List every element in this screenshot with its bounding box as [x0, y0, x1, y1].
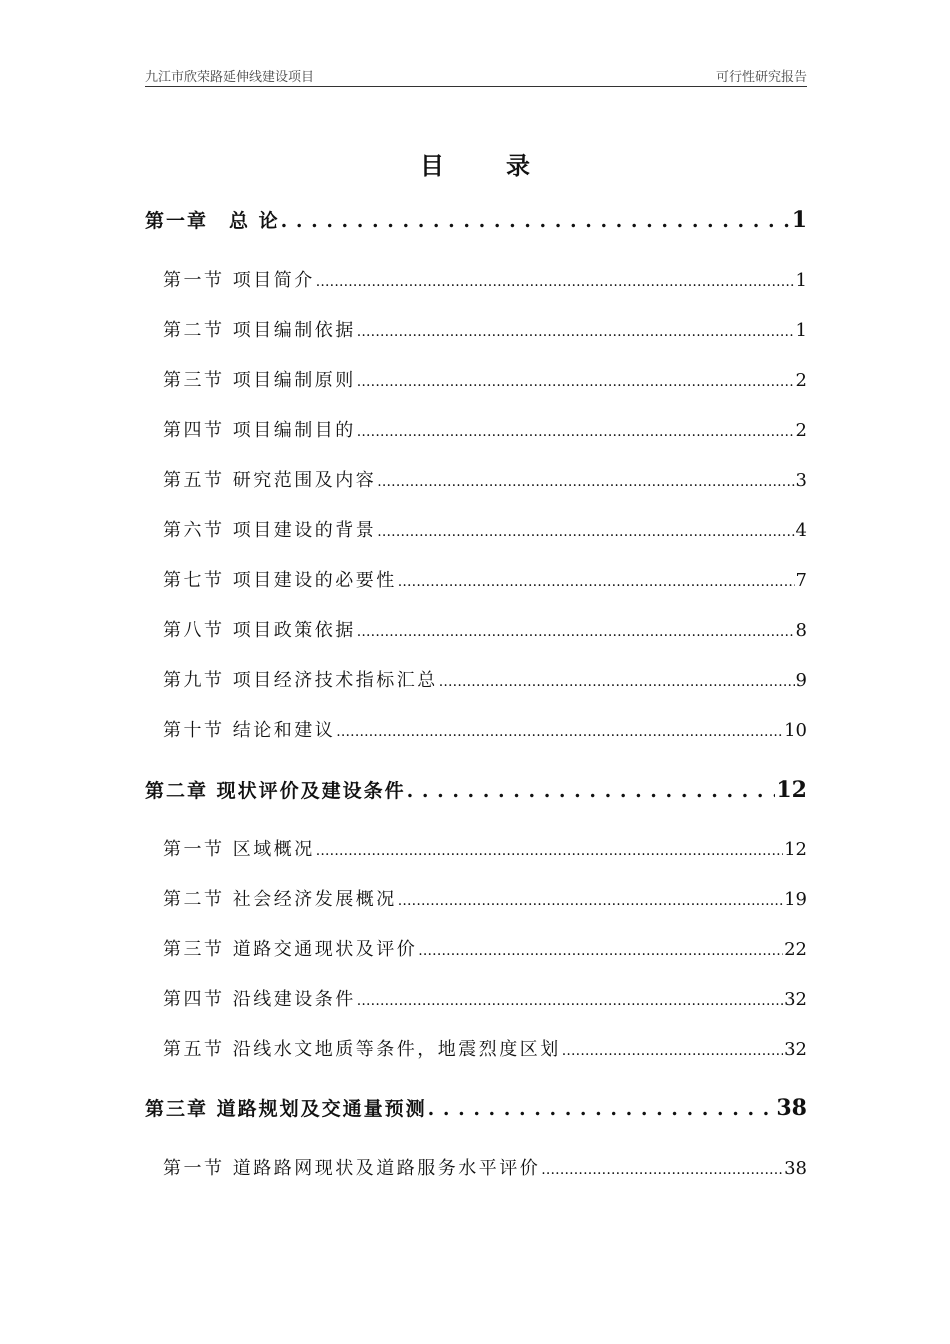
toc-entry-label: 第十节 结论和建议	[163, 720, 336, 741]
toc-entry-section[interactable]	[163, 366, 807, 392]
dot-leader	[377, 470, 794, 491]
dot-leader	[357, 370, 795, 391]
toc-entry-chapter[interactable]	[145, 206, 807, 233]
running-header	[145, 64, 807, 87]
toc-entry-page: 4	[795, 520, 807, 541]
dot-leader	[357, 620, 795, 641]
dot-leader	[316, 270, 795, 291]
toc-title: 目录	[420, 151, 592, 180]
toc-entry-page: 32	[784, 1039, 807, 1060]
toc-entry-section[interactable]	[163, 835, 807, 861]
toc-entry-label: 第三节 项目编制原则	[163, 370, 356, 391]
toc-entry-page: 19	[784, 889, 807, 910]
header-project-name: 九江市欣荣路延伸线建设项目	[145, 70, 315, 85]
toc-entry-page: 12	[776, 777, 807, 803]
toc-entry-section[interactable]	[163, 666, 807, 692]
dot-leader	[316, 839, 783, 860]
dot-leader	[398, 570, 795, 591]
toc-entry-section[interactable]	[163, 616, 807, 642]
toc-entry-section[interactable]	[163, 266, 807, 292]
toc-entry-page: 12	[784, 839, 807, 860]
toc-entry-label: 第一节 道路路网现状及道路服务水平评价	[163, 1158, 541, 1179]
toc-entry-page: 22	[784, 939, 807, 960]
toc-entry-section[interactable]	[163, 885, 807, 911]
dot-leader	[281, 210, 791, 232]
toc-entry-section[interactable]	[163, 1035, 807, 1061]
dot-leader	[418, 939, 783, 960]
toc-entry-page: 9	[795, 670, 807, 691]
dot-leader	[357, 420, 795, 441]
toc-entry-section[interactable]	[163, 416, 807, 442]
toc-entry-page: 38	[776, 1095, 807, 1121]
toc-entry-page: 10	[784, 720, 807, 741]
toc-entry-label: 第四节 沿线建设条件	[163, 989, 356, 1010]
toc-entry-page: 1	[795, 320, 807, 341]
toc-entry-label: 第四节 项目编制目的	[163, 420, 356, 441]
toc-entry-page: 8	[795, 620, 807, 641]
toc-entry-page: 1	[795, 270, 807, 291]
dot-leader	[336, 720, 783, 741]
toc-entry-label: 第七节 项目建设的必要性	[163, 570, 397, 591]
toc-entry-chapter[interactable]	[145, 1094, 807, 1121]
toc-entry-label: 第五节 研究范围及内容	[163, 470, 377, 491]
dot-leader	[428, 1098, 776, 1120]
toc-entry-label: 第二节 项目编制依据	[163, 320, 356, 341]
toc-entry-chapter[interactable]	[145, 776, 807, 803]
dot-leader	[398, 889, 783, 910]
toc-entry-label: 第六节 项目建设的背景	[163, 520, 377, 541]
toc-entry-page: 2	[795, 420, 807, 441]
dot-leader	[357, 320, 795, 341]
toc-entry-section[interactable]	[163, 316, 807, 342]
toc-entry-section[interactable]	[163, 1154, 807, 1180]
toc-entry-section[interactable]	[163, 466, 807, 492]
toc-entry-label: 第一节 区域概况	[163, 839, 315, 860]
toc-entry-page: 3	[795, 470, 807, 491]
toc-entry-section[interactable]	[163, 935, 807, 961]
toc-entry-label: 第二节 社会经济发展概况	[163, 889, 397, 910]
toc-entry-page: 32	[784, 989, 807, 1010]
dot-leader	[357, 989, 783, 1010]
toc-entry-label: 第九节 项目经济技术指标汇总	[163, 670, 438, 691]
toc-entry-section[interactable]	[163, 985, 807, 1011]
header-document-type: 可行性研究报告	[715, 70, 807, 85]
dot-leader	[377, 520, 794, 541]
toc-entry-page: 2	[795, 370, 807, 391]
toc-entry-label: 第一节 项目简介	[163, 270, 315, 291]
toc-entry-section[interactable]	[163, 566, 807, 592]
toc-entry-label: 第八节 项目政策依据	[163, 620, 356, 641]
toc-entry-label: 第三章 道路规划及交通量预测	[145, 1098, 427, 1120]
toc-entry-section[interactable]	[163, 716, 807, 742]
toc-entry-label: 第一章 总 论	[145, 210, 280, 232]
dot-leader	[439, 670, 795, 691]
toc-entry-label: 第五节 沿线水文地质等条件，地震烈度区划	[163, 1039, 561, 1060]
toc-entry-label: 第三节 道路交通现状及评价	[163, 939, 418, 960]
toc-entry-section[interactable]	[163, 516, 807, 542]
dot-leader	[562, 1039, 783, 1060]
toc-entry-label: 第二章 现状评价及建设条件	[145, 780, 406, 802]
dot-leader	[541, 1158, 783, 1179]
dot-leader	[407, 780, 776, 802]
toc-entry-page: 38	[784, 1158, 807, 1179]
toc-entry-page: 7	[795, 570, 807, 591]
toc-entry-page: 1	[791, 207, 807, 233]
